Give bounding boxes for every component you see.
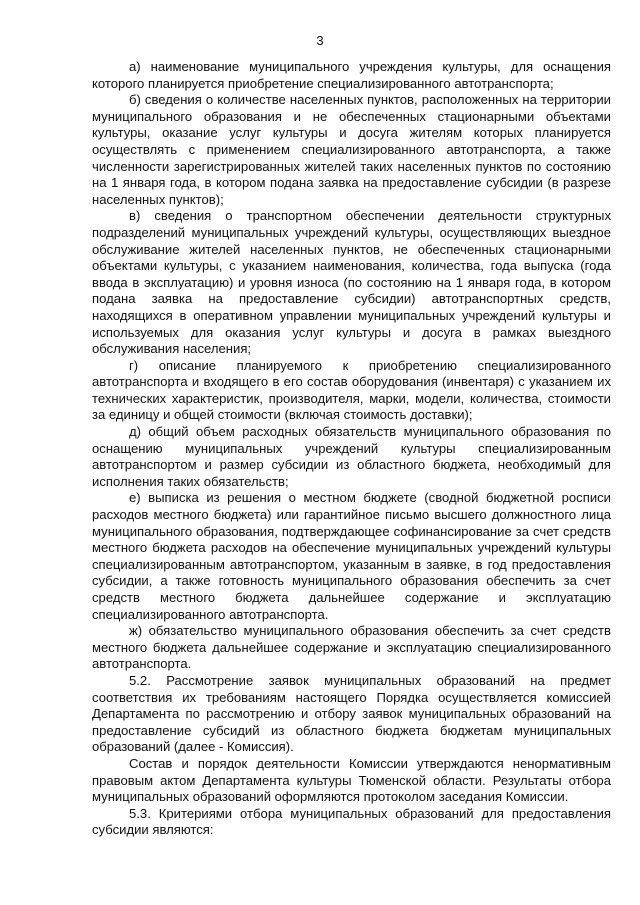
paragraph-commission: Состав и порядок деятельности Комиссии утверждаются ненормативным правовым актом Департамента культуры Тюменской области. Результаты отбора муниципальных образований оформляются протоколом заседания Комиссии. <box>92 755 611 805</box>
page-number: 3 <box>316 33 324 48</box>
paragraph-a: а) наименование муниципального учреждения культуры, для оснащения которого планируется приобретение специализированного автотранспорта; <box>92 59 611 91</box>
paragraph-v: в) сведения о транспортном обеспечении деятельности структурных подразделений муниципальных учреждений культуры, осуществляющих выездное обслуживание жителей населенных пунктов, не обеспеченных стационарными объектами культуры, с указанием наименования, количества, года выпуска (года ввода в эксплуатацию) и уровня износа (по состоянию на 1 января года, в котором подана заявка на предоставление субсидии) автотранспортных средств, находящихся в оперативном управлении муниципальных учреждений культуры и используемых для оказания услуг культуры и досуга в рамках выездного обслуживания населения; <box>92 208 611 357</box>
paragraph-zh: ж) обязательство муниципального образования обеспечить за счет средств местного бюджета дальнейшее содержание и эксплуатацию специализированного автотранспорта. <box>92 623 611 672</box>
paragraph-g: г) описание планируемого к приобретению специализированного автотранспорта и входящего в его состав оборудования (инвентаря) с указанием их технических характеристик, производителя, марки, модели, количества, стоимости за единицу и общей стоимости (включая стоимость доставки); <box>92 357 611 423</box>
paragraph-e: е) выписка из решения о местном бюджете (сводной бюджетной росписи расходов местного бюджета) или гарантийное письмо высшего должностного лица муниципального образования, подтверждающее софинансирование за счет средств местного бюджета расходов на обеспечение муниципальных учреждений культуры специализированным автотранспортом, указанным в заявке, в год предоставления субсидии, а также готовность муниципального образования обеспечить за счет средств местного бюджета дальнейшее содержание и эксплуатацию специализированного автотранспорта. <box>92 490 611 622</box>
paragraph-d: д) общий объем расходных обязательств муниципального образования по оснащению муниципальных учреждений культуры специализированным автотранспортом и размер субсидии из областного бюджета, необходимый для исполнения таких обязательств; <box>92 424 611 489</box>
document-body <box>92 59 611 839</box>
paragraph-5-3: 5.3. Критериями отбора муниципальных образований для предоставления субсидии являются: <box>92 805 611 838</box>
paragraph-b: б) сведения о количестве населенных пунктов, расположенных на территории муниципального образования и не обеспеченных стационарными объектами культуры, оказание услуг культуры и досуга жителям которых планируется осуществлять с применением специализированного автотранспорта, а также численности зарегистрированных жителей таких населенных пунктов по состоянию на 1 января года, в котором подана заявка на предоставление субсидии (в разрезе населенных пунктов); <box>92 92 611 207</box>
paragraph-5-2: 5.2. Рассмотрение заявок муниципальных образований на предмет соответствия их требованиям настоящего Порядка осуществляется комиссией Департамента по рассмотрению и отбору заявок муниципальных образований на предоставление субсидий из областного бюджета бюджетам муниципальных образований (далее - Комиссия). <box>92 672 611 755</box>
